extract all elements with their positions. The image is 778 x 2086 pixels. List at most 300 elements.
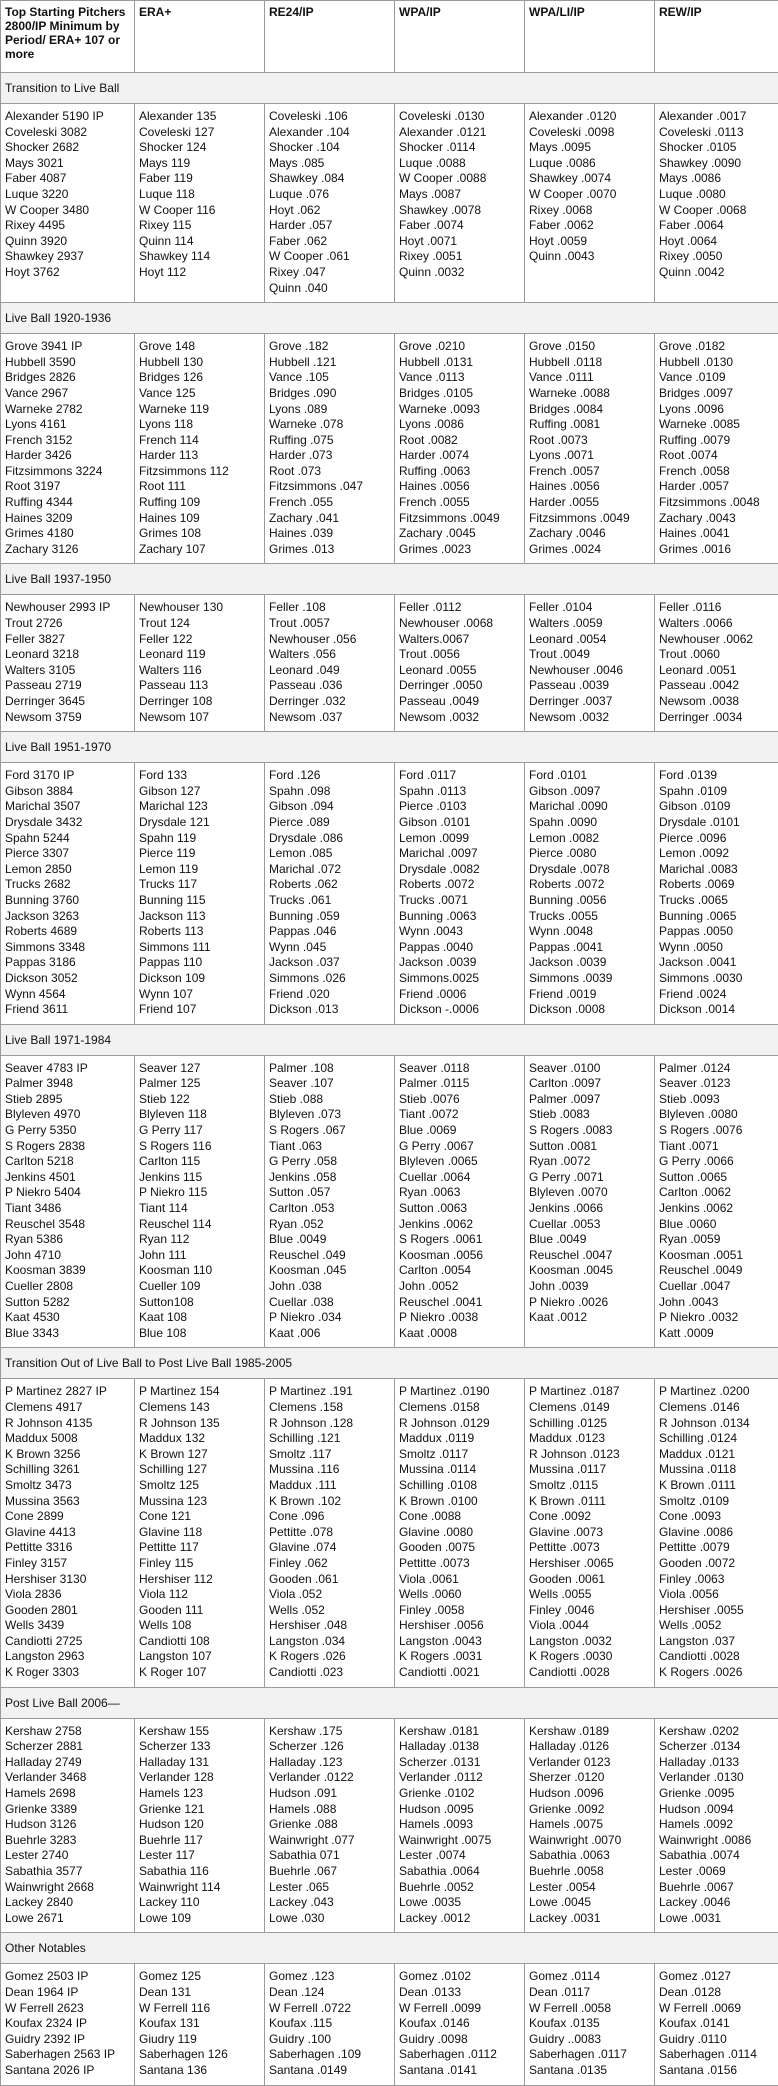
list-item: Rixey .0051 xyxy=(399,249,520,265)
list-item: Hershiser .048 xyxy=(269,1618,390,1634)
list-item: Simmons .0039 xyxy=(529,971,650,987)
list-item: P Niekro .0032 xyxy=(659,1310,774,1326)
list-item: Shocker .104 xyxy=(269,140,390,156)
list-item: Cuellar .038 xyxy=(269,1295,390,1311)
list-item: G Perry .0066 xyxy=(659,1154,774,1170)
list-item: French .0058 xyxy=(659,464,774,480)
list-item: Grienke 121 xyxy=(139,1802,260,1818)
section-data-row xyxy=(1,1379,778,1687)
list-item: Spahn .0113 xyxy=(399,784,520,800)
list-item: Gibson 127 xyxy=(139,784,260,800)
cell-pitcher-ip xyxy=(1,763,135,1025)
list-item: John .038 xyxy=(269,1279,390,1295)
list-item: P Niekro .034 xyxy=(269,1310,390,1326)
list-item: Smoltz 3473 xyxy=(5,1478,130,1494)
list-item: Lowe 2671 xyxy=(5,1911,130,1927)
list-item: John .0043 xyxy=(659,1295,774,1311)
list-item: W Ferrell 2623 xyxy=(5,2001,130,2017)
list-item: Warneke 119 xyxy=(139,402,260,418)
list-item: Cone .0092 xyxy=(529,1509,650,1525)
list-item: S Rogers 2838 xyxy=(5,1139,130,1155)
list-item: Sabathia .0074 xyxy=(659,1848,774,1864)
list-item: Passeau .0049 xyxy=(399,694,520,710)
list-item: Fitzsimmons 112 xyxy=(139,464,260,480)
list-item: S Rogers 116 xyxy=(139,1139,260,1155)
cell-wpa-ip xyxy=(395,763,525,1025)
list-item: Jenkins .0062 xyxy=(399,1217,520,1233)
cell-re24-ip xyxy=(265,1718,395,1933)
list-item: Kaat .0008 xyxy=(399,1326,520,1342)
list-item: Guidry .0098 xyxy=(399,2032,520,2048)
list-item: Drysdale .0078 xyxy=(529,862,650,878)
list-item: Gooden .0075 xyxy=(399,1540,520,1556)
list-item: Halladay 131 xyxy=(139,1755,260,1771)
list-item: Kershaw .175 xyxy=(269,1724,390,1740)
list-item: Koosman .045 xyxy=(269,1263,390,1279)
list-item: G Perry .058 xyxy=(269,1154,390,1170)
header-rew-ip: REW/IP xyxy=(655,1,778,73)
list-item: Sutton .0065 xyxy=(659,1170,774,1186)
list-item: Root .073 xyxy=(269,464,390,480)
list-item: Harder .0057 xyxy=(659,479,774,495)
list-item: Newsom 3759 xyxy=(5,710,130,726)
list-item: Wynn .0043 xyxy=(399,924,520,940)
list-item: Clemens .0146 xyxy=(659,1400,774,1416)
list-item: Cuellar .0047 xyxy=(659,1279,774,1295)
list-item: Ryan .052 xyxy=(269,1217,390,1233)
list-item: Pierce .0080 xyxy=(529,846,650,862)
list-item: G Perry .0067 xyxy=(399,1139,520,1155)
list-item: Lyons 118 xyxy=(139,417,260,433)
list-item: Luque .0080 xyxy=(659,187,774,203)
list-item: Walters.0067 xyxy=(399,632,520,648)
list-item: Maddux .0123 xyxy=(529,1431,650,1447)
list-item: Coveleski 3082 xyxy=(5,125,130,141)
section-data-row xyxy=(1,104,778,303)
list-item: Gomez .0127 xyxy=(659,1969,774,1985)
list-item: Blue .0049 xyxy=(529,1232,650,1248)
list-item: Hershiser 3130 xyxy=(5,1572,130,1588)
list-item: Grimes .0016 xyxy=(659,542,774,558)
list-item: Santana 2026 IP xyxy=(5,2063,130,2079)
list-item: Newhouser .056 xyxy=(269,632,390,648)
section-data-row xyxy=(1,1055,778,1348)
list-item: S Rogers .0061 xyxy=(399,1232,520,1248)
list-item: Simmons 111 xyxy=(139,940,260,956)
list-item: French .0055 xyxy=(399,495,520,511)
cell-era-plus xyxy=(135,1055,265,1348)
list-item: Pettitte .0079 xyxy=(659,1540,774,1556)
list-item: Haines .0056 xyxy=(399,479,520,495)
list-item: John .0039 xyxy=(529,1279,650,1295)
list-item: W Cooper .0068 xyxy=(659,203,774,219)
list-item: Ruffing .075 xyxy=(269,433,390,449)
list-item: Finley .062 xyxy=(269,1556,390,1572)
list-item: Feller .108 xyxy=(269,600,390,616)
list-item: Halladay .0126 xyxy=(529,1739,650,1755)
cell-rew-ip xyxy=(655,334,778,564)
cell-era-plus xyxy=(135,595,265,732)
list-item: Coveleski .106 xyxy=(269,109,390,125)
list-item: Stieb 122 xyxy=(139,1092,260,1108)
list-item: Clemens 4917 xyxy=(5,1400,130,1416)
list-item: Dickson 109 xyxy=(139,971,260,987)
list-item: Dean 131 xyxy=(139,1985,260,2001)
list-item: Giudry 119 xyxy=(139,2032,260,2048)
list-item: Newhouser .0046 xyxy=(529,663,650,679)
header-wpa-ip: WPA/IP xyxy=(395,1,525,73)
list-item: Bunning .059 xyxy=(269,909,390,925)
cell-wpa-li-ip xyxy=(525,1718,655,1933)
list-item: W Cooper 3480 xyxy=(5,203,130,219)
list-item: Marichal 3507 xyxy=(5,799,130,815)
list-item: Lemon .0092 xyxy=(659,846,774,862)
list-item: Stieb 2895 xyxy=(5,1092,130,1108)
list-item: Maddux .0121 xyxy=(659,1447,774,1463)
list-item: Mays .0095 xyxy=(529,140,650,156)
list-item: Friend .0006 xyxy=(399,987,520,1003)
list-item: Sabathia .0063 xyxy=(529,1848,650,1864)
cell-era-plus xyxy=(135,1964,265,2085)
list-item: R Johnson .0123 xyxy=(529,1447,650,1463)
list-item: Feller .0104 xyxy=(529,600,650,616)
list-item: Langston 107 xyxy=(139,1649,260,1665)
list-item: Koosman .0051 xyxy=(659,1248,774,1264)
section-header-row xyxy=(1,303,778,334)
list-item: Candiotti .0021 xyxy=(399,1665,520,1681)
list-item: Hamels .0093 xyxy=(399,1817,520,1833)
list-item: P Martinez 154 xyxy=(139,1384,260,1400)
list-item: Pappas 3186 xyxy=(5,955,130,971)
cell-rew-ip xyxy=(655,595,778,732)
list-item: Quinn 3920 xyxy=(5,234,130,250)
section-title xyxy=(1,1348,778,1379)
list-item: Gibson .0109 xyxy=(659,799,774,815)
list-item: Spahn 5244 xyxy=(5,831,130,847)
list-item: Wainwright .0086 xyxy=(659,1833,774,1849)
list-item: Clemens .0158 xyxy=(399,1400,520,1416)
list-item: Passeau 2719 xyxy=(5,678,130,694)
list-item: Lackey 110 xyxy=(139,1895,260,1911)
list-item: Hubbell .121 xyxy=(269,355,390,371)
list-item: Root .0074 xyxy=(659,448,774,464)
list-item: Finley .0063 xyxy=(659,1572,774,1588)
list-item: R Johnson .0129 xyxy=(399,1416,520,1432)
list-item: Harder 113 xyxy=(139,448,260,464)
list-item: Buehrle .067 xyxy=(269,1864,390,1880)
list-item: Koosman 3839 xyxy=(5,1263,130,1279)
list-item: P Martinez .0200 xyxy=(659,1384,774,1400)
list-item: Simmons 3348 xyxy=(5,940,130,956)
list-item: Faber .062 xyxy=(269,234,390,250)
list-item: Gomez 2503 IP xyxy=(5,1969,130,1985)
list-item: Blyleven .073 xyxy=(269,1107,390,1123)
list-item: Kershaw .0181 xyxy=(399,1724,520,1740)
list-item: Hubbell 130 xyxy=(139,355,260,371)
list-item: Lackey .0046 xyxy=(659,1895,774,1911)
list-item: Cueller 2808 xyxy=(5,1279,130,1295)
list-item: French 3152 xyxy=(5,433,130,449)
list-item: Kaat .006 xyxy=(269,1326,390,1342)
list-item: Scherzer .0131 xyxy=(399,1755,520,1771)
list-item: Blue 108 xyxy=(139,1326,260,1342)
list-item: Seaver .0118 xyxy=(399,1061,520,1077)
list-item: Saberhagen .0114 xyxy=(659,2047,774,2063)
list-item: Buehrle .0052 xyxy=(399,1880,520,1896)
list-item: Kaat .0012 xyxy=(529,1310,650,1326)
cell-pitcher-ip xyxy=(1,1964,135,2085)
header-wpa-li-ip: WPA/LI/IP xyxy=(525,1,655,73)
list-item: Viola .0044 xyxy=(529,1618,650,1634)
list-item: Ryan 5386 xyxy=(5,1232,130,1248)
list-item: Lester 2740 xyxy=(5,1848,130,1864)
list-item: Ford 133 xyxy=(139,768,260,784)
list-item: Marichal .0097 xyxy=(399,846,520,862)
list-item: Wynn 107 xyxy=(139,987,260,1003)
list-item: Grimes 4180 xyxy=(5,526,130,542)
list-item: Leonard .0054 xyxy=(529,632,650,648)
list-item: Passeau .0042 xyxy=(659,678,774,694)
list-item: Dean .0133 xyxy=(399,1985,520,2001)
list-item: Feller 3827 xyxy=(5,632,130,648)
list-item: Scherzer .0134 xyxy=(659,1739,774,1755)
list-item: Grienke .0092 xyxy=(529,1802,650,1818)
list-item: Pappas .0041 xyxy=(529,940,650,956)
section-label: Live Ball 1971-1984 xyxy=(5,1033,111,1047)
list-item: Schilling .121 xyxy=(269,1431,390,1447)
section-data-row xyxy=(1,595,778,732)
list-item: Dean 1964 IP xyxy=(5,1985,130,2001)
list-item: Grimes 108 xyxy=(139,526,260,542)
list-item: P Martinez 2827 IP xyxy=(5,1384,130,1400)
list-item: Warneke 2782 xyxy=(5,402,130,418)
list-item: S Rogers .0083 xyxy=(529,1123,650,1139)
list-item: Glavine .074 xyxy=(269,1540,390,1556)
list-item: Roberts .062 xyxy=(269,877,390,893)
list-item: Verlander 0123 xyxy=(529,1755,650,1771)
cell-pitcher-ip xyxy=(1,1718,135,1933)
list-item: Quinn .0043 xyxy=(529,249,650,265)
cell-rew-ip xyxy=(655,104,778,303)
list-item: W Ferrell 116 xyxy=(139,2001,260,2017)
list-item: Walters .056 xyxy=(269,647,390,663)
cell-wpa-li-ip xyxy=(525,334,655,564)
list-item: Saberhagen .0112 xyxy=(399,2047,520,2063)
list-item: Hubbell 3590 xyxy=(5,355,130,371)
list-item: Cueller 109 xyxy=(139,1279,260,1295)
list-item: Saberhagen .0117 xyxy=(529,2047,650,2063)
list-item: Ford .0101 xyxy=(529,768,650,784)
list-item: Ruffing 109 xyxy=(139,495,260,511)
list-item: Hoyt .062 xyxy=(269,203,390,219)
list-item: Pettitte .0073 xyxy=(399,1556,520,1572)
list-item: Shawkey 114 xyxy=(139,249,260,265)
list-item: Mays 119 xyxy=(139,156,260,172)
list-item: Wells .0060 xyxy=(399,1587,520,1603)
list-item: Alexander 5190 IP xyxy=(5,109,130,125)
list-item: Vance 2967 xyxy=(5,386,130,402)
list-item: Luque .0086 xyxy=(529,156,650,172)
list-item: Saberhagen 2563 IP xyxy=(5,2047,130,2063)
list-item: Leonard 3218 xyxy=(5,647,130,663)
section-header-row xyxy=(1,732,778,763)
cell-wpa-li-ip xyxy=(525,1055,655,1348)
section-label: Live Ball 1951-1970 xyxy=(5,740,111,754)
list-item: Faber .0074 xyxy=(399,218,520,234)
cell-rew-ip xyxy=(655,1055,778,1348)
list-item: Harder .057 xyxy=(269,218,390,234)
section-title xyxy=(1,732,778,763)
section-header-row xyxy=(1,1348,778,1379)
list-item: Scherzer .126 xyxy=(269,1739,390,1755)
list-item: Derringer 3645 xyxy=(5,694,130,710)
list-item: Gibson .0097 xyxy=(529,784,650,800)
list-item: Maddux .0119 xyxy=(399,1431,520,1447)
list-item: Coveleski .0098 xyxy=(529,125,650,141)
list-item: Kershaw 2758 xyxy=(5,1724,130,1740)
list-item: Harder .073 xyxy=(269,448,390,464)
list-item: Santana .0156 xyxy=(659,2063,774,2079)
list-item: Hoyt .0071 xyxy=(399,234,520,250)
list-item: Wells .052 xyxy=(269,1603,390,1619)
list-item: Koufax .0141 xyxy=(659,2016,774,2032)
list-item: Bridges .0084 xyxy=(529,402,650,418)
list-item: Newsom .0032 xyxy=(399,710,520,726)
list-item: Bunning 115 xyxy=(139,893,260,909)
list-item: Hoyt 3762 xyxy=(5,265,130,281)
list-item: Saberhagen .109 xyxy=(269,2047,390,2063)
list-item: Mays .085 xyxy=(269,156,390,172)
list-item: Trucks .061 xyxy=(269,893,390,909)
list-item: Mays .0087 xyxy=(399,187,520,203)
list-item: Walters .0059 xyxy=(529,616,650,632)
list-item: Lowe .0035 xyxy=(399,1895,520,1911)
list-item: Glavine .0086 xyxy=(659,1525,774,1541)
list-item: Alexander 135 xyxy=(139,109,260,125)
list-item: Schilling .0125 xyxy=(529,1416,650,1432)
list-item: Stieb .0093 xyxy=(659,1092,774,1108)
list-item: Friend .020 xyxy=(269,987,390,1003)
list-item: Roberts 4689 xyxy=(5,924,130,940)
list-item: Ford .0117 xyxy=(399,768,520,784)
list-item: Walters .0066 xyxy=(659,616,774,632)
list-item: Marichal .0090 xyxy=(529,799,650,815)
list-item: Pettitte 117 xyxy=(139,1540,260,1556)
list-item: Saberhagen 126 xyxy=(139,2047,260,2063)
list-item: Mussina 3563 xyxy=(5,1494,130,1510)
section-title xyxy=(1,1933,778,1964)
section-label: Post Live Ball 2006— xyxy=(5,1696,120,1710)
list-item: Dickson .0014 xyxy=(659,1002,774,1018)
list-item: Blue .0049 xyxy=(269,1232,390,1248)
list-item: Trout .0057 xyxy=(269,616,390,632)
list-item: Haines .039 xyxy=(269,526,390,542)
header-re24-ip: RE24/IP xyxy=(265,1,395,73)
list-item: Halladay .0133 xyxy=(659,1755,774,1771)
cell-re24-ip xyxy=(265,104,395,303)
list-item: K Rogers .026 xyxy=(269,1649,390,1665)
list-item: Lester .0074 xyxy=(399,1848,520,1864)
list-item: Zachary .0043 xyxy=(659,511,774,527)
list-item: Viola .052 xyxy=(269,1587,390,1603)
list-item: Hershiser .0065 xyxy=(529,1556,650,1572)
list-item: Simmons .0030 xyxy=(659,971,774,987)
list-item: Sutton .057 xyxy=(269,1185,390,1201)
list-item: Grienke 3389 xyxy=(5,1802,130,1818)
list-item: Mussina .0114 xyxy=(399,1462,520,1478)
list-item: Candiotti 108 xyxy=(139,1634,260,1650)
list-item: Rixey .0050 xyxy=(659,249,774,265)
list-item: Gooden 2801 xyxy=(5,1603,130,1619)
list-item: Ryan 112 xyxy=(139,1232,260,1248)
list-item: Ford .0139 xyxy=(659,768,774,784)
list-item: P Niekro 115 xyxy=(139,1185,260,1201)
list-item: Tiant .0072 xyxy=(399,1107,520,1123)
list-item: Dean .0128 xyxy=(659,1985,774,2001)
section-data-row xyxy=(1,1718,778,1933)
list-item: Seaver .0123 xyxy=(659,1076,774,1092)
cell-re24-ip xyxy=(265,1055,395,1348)
list-item: Trout .0060 xyxy=(659,647,774,663)
list-item: K Rogers .0030 xyxy=(529,1649,650,1665)
list-item: Palmer .108 xyxy=(269,1061,390,1077)
cell-wpa-ip xyxy=(395,1718,525,1933)
list-item: W Cooper .0070 xyxy=(529,187,650,203)
list-item: French .0057 xyxy=(529,464,650,480)
list-item: Gooden .061 xyxy=(269,1572,390,1588)
list-item: Sutton108 xyxy=(139,1295,260,1311)
list-item: Scherzer 133 xyxy=(139,1739,260,1755)
list-item: Hudson .0094 xyxy=(659,1802,774,1818)
list-item: Shocker .0114 xyxy=(399,140,520,156)
list-item: Newsom .0032 xyxy=(529,710,650,726)
list-item: Derringer .0037 xyxy=(529,694,650,710)
list-item: W Cooper .061 xyxy=(269,249,390,265)
list-item: Katt .0009 xyxy=(659,1326,774,1342)
list-item: Warneke .0093 xyxy=(399,402,520,418)
list-item: Coveleski .0113 xyxy=(659,125,774,141)
list-item: K Rogers .0031 xyxy=(399,1649,520,1665)
list-item: Rixey 115 xyxy=(139,218,260,234)
list-item: Hoyt .0059 xyxy=(529,234,650,250)
list-item: Zachary .0045 xyxy=(399,526,520,542)
list-item: Ruffing .0063 xyxy=(399,464,520,480)
list-item: Palmer .0097 xyxy=(529,1092,650,1108)
list-item: Grove 148 xyxy=(139,339,260,355)
list-item: Dickson .0008 xyxy=(529,1002,650,1018)
list-item: Lemon 119 xyxy=(139,862,260,878)
list-item: Smoltz .0117 xyxy=(399,1447,520,1463)
section-header-row xyxy=(1,1687,778,1718)
list-item: Santana .0135 xyxy=(529,2063,650,2079)
list-item: Zachary .041 xyxy=(269,511,390,527)
list-item: Roberts .0072 xyxy=(399,877,520,893)
list-item: Lester .0069 xyxy=(659,1864,774,1880)
list-item: Santana 136 xyxy=(139,2063,260,2079)
list-item: Lyons .0071 xyxy=(529,448,650,464)
list-item: Roberts .0069 xyxy=(659,877,774,893)
list-item: Santana .0141 xyxy=(399,2063,520,2079)
list-item: Hamels .088 xyxy=(269,1802,390,1818)
list-item: Wynn .045 xyxy=(269,940,390,956)
list-item: Pappas .046 xyxy=(269,924,390,940)
list-item: Dickson .013 xyxy=(269,1002,390,1018)
list-item: Trucks .0065 xyxy=(659,893,774,909)
list-item: Jenkins 115 xyxy=(139,1170,260,1186)
list-item: Stieb .088 xyxy=(269,1092,390,1108)
list-item: Gomez .0114 xyxy=(529,1969,650,1985)
list-item: Tiant .063 xyxy=(269,1139,390,1155)
